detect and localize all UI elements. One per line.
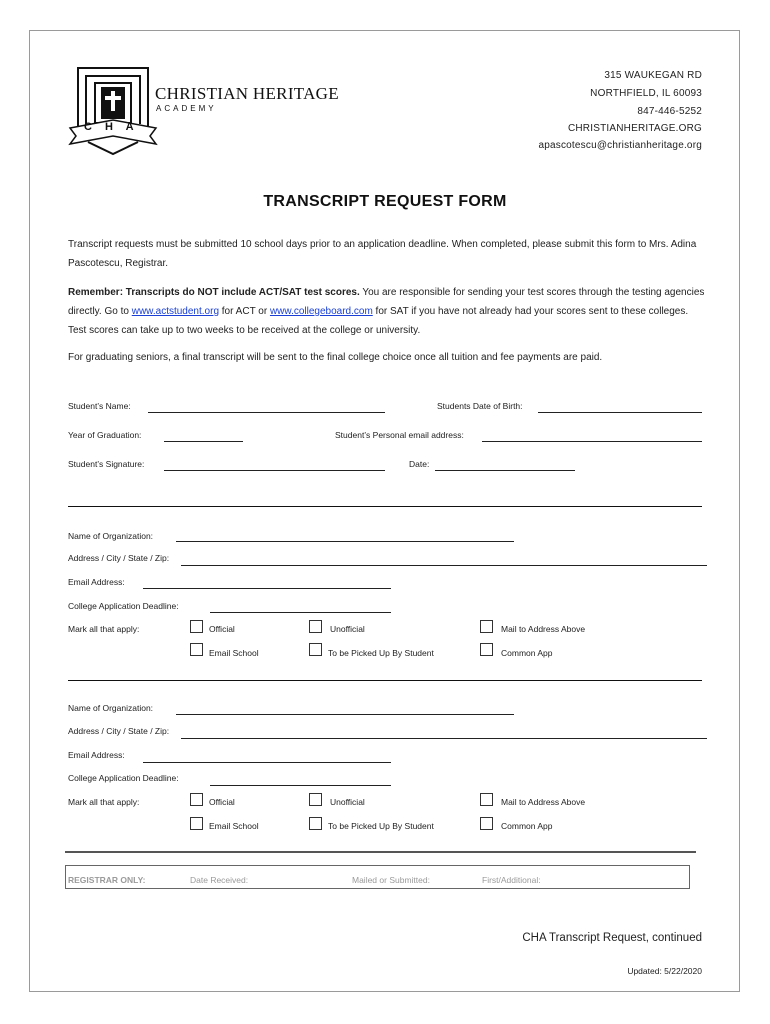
org2-common-app-checkbox[interactable] — [480, 817, 493, 830]
signature-field[interactable] — [164, 470, 385, 471]
form-title: TRANSCRIPT REQUEST FORM — [263, 193, 507, 210]
org1-official-checkbox[interactable] — [190, 620, 203, 633]
org2-official-checkbox[interactable] — [190, 793, 203, 806]
dob-label: Students Date of Birth: — [437, 401, 523, 411]
intro-text: for SAT if you have not already had your scores sent to these colleges. Test scores can take up to two weeks to be received at the college or university. — [68, 306, 689, 336]
address-city: NORTHFIELD, IL 60093 — [590, 88, 702, 99]
act-link[interactable]: www.actstudent.org — [131, 306, 219, 317]
org2-name-field[interactable] — [176, 714, 514, 715]
org1-address-label: Address / City / State / Zip: — [68, 553, 170, 563]
first-additional-label: First/Additional: — [482, 875, 541, 885]
mailed-submitted-label: Mailed or Submitted: — [352, 875, 430, 885]
org1-unofficial-checkbox[interactable] — [309, 620, 322, 633]
grad-year-label: Year of Graduation: — [68, 430, 142, 440]
student-name-label: Student’s Name: — [68, 401, 131, 411]
org2-email-school-checkbox[interactable] — [190, 817, 203, 830]
org2-pickup-label: To be Picked Up By Student — [328, 821, 434, 831]
grad-year-field[interactable] — [164, 441, 243, 442]
logo-letters: C H A — [84, 121, 139, 133]
continued-note: CHA Transcript Request, continued — [522, 932, 702, 944]
intro-paragraph-3: For graduating seniors, a final transcript will be sent to the final college choice once all tuition and fee payments are paid. — [68, 352, 603, 363]
org1-email-field[interactable] — [143, 588, 391, 589]
org2-address-field[interactable] — [181, 738, 707, 739]
org1-email-school-label: Email School — [209, 648, 259, 658]
address-phone: 847-446-5252 — [637, 106, 702, 117]
org2-mail-label: Mail to Address Above — [501, 797, 586, 807]
personal-email-field[interactable] — [482, 441, 702, 442]
school-subtitle: ACADEMY — [156, 104, 217, 113]
org1-deadline-field[interactable] — [210, 612, 391, 613]
address-email: apascotescu@christianheritage.org — [538, 140, 702, 151]
org1-email-school-checkbox[interactable] — [190, 643, 203, 656]
org2-name-label: Name of Organization: — [68, 703, 154, 713]
signature-label: Student’s Signature: — [68, 459, 145, 469]
date-received-label: Date Received: — [190, 875, 249, 885]
personal-email-label: Student’s Personal email address: — [335, 430, 464, 440]
student-name-field[interactable] — [148, 412, 385, 413]
cha-crest-logo — [68, 66, 158, 156]
org1-pickup-checkbox[interactable] — [309, 643, 322, 656]
address-website: CHRISTIANHERITAGE.ORG — [567, 123, 702, 134]
date-field[interactable] — [435, 470, 575, 471]
section-divider — [68, 506, 702, 507]
dob-field[interactable] — [538, 412, 702, 413]
org2-mark-label: Mark all that apply: — [68, 797, 140, 807]
org2-unofficial-label: Unofficial — [330, 797, 365, 807]
org2-deadline-field[interactable] — [210, 785, 391, 786]
test-scores-warning: Remember: Transcripts do NOT include ACT/SAT test scores. — [68, 287, 360, 298]
org2-email-field[interactable] — [143, 762, 391, 763]
updated-date: Updated: 5/22/2020 — [627, 966, 702, 976]
form-page — [29, 30, 740, 992]
org1-unofficial-label: Unofficial — [330, 624, 365, 634]
org2-address-label: Address / City / State / Zip: — [68, 726, 170, 736]
org1-name-label: Name of Organization: — [68, 531, 154, 541]
intro-text: for ACT or — [219, 306, 270, 317]
org2-unofficial-checkbox[interactable] — [309, 793, 322, 806]
school-name: CHRISTIAN HERITAGE — [155, 84, 339, 103]
org2-mail-checkbox[interactable] — [480, 793, 493, 806]
org1-common-app-label: Common App — [501, 648, 553, 658]
org1-email-label: Email Address: — [68, 577, 125, 587]
org1-common-app-checkbox[interactable] — [480, 643, 493, 656]
org1-official-label: Official — [209, 624, 235, 634]
org1-address-field[interactable] — [181, 565, 707, 566]
intro-paragraph-2 — [68, 283, 708, 340]
org2-pickup-checkbox[interactable] — [309, 817, 322, 830]
org1-mail-label: Mail to Address Above — [501, 624, 586, 634]
org1-name-field[interactable] — [176, 541, 514, 542]
collegeboard-link[interactable]: www.collegeboard.com — [269, 306, 373, 317]
org1-mail-checkbox[interactable] — [480, 620, 493, 633]
org2-email-label: Email Address: — [68, 750, 125, 760]
org1-deadline-label: College Application Deadline: — [68, 601, 179, 611]
section-divider — [68, 680, 702, 681]
org1-pickup-label: To be Picked Up By Student — [328, 648, 434, 658]
org2-official-label: Official — [209, 797, 235, 807]
org2-email-school-label: Email School — [209, 821, 259, 831]
intro-text: You are responsible for sending your test scores through the testing agencies directly. Go to — [68, 287, 705, 317]
registrar-only-label: REGISTRAR ONLY: — [68, 875, 146, 885]
intro-paragraph-1: Transcript requests must be submitted 10 school days prior to an application deadline. When completed, please submit this form to Mrs. Adina Pascotescu, Registrar. — [68, 239, 697, 269]
date-label: Date: — [409, 459, 430, 469]
address-street: 315 WAUKEGAN RD — [604, 70, 702, 81]
org1-mark-label: Mark all that apply: — [68, 624, 140, 634]
org2-deadline-label: College Application Deadline: — [68, 773, 179, 783]
org2-common-app-label: Common App — [501, 821, 553, 831]
registrar-divider — [65, 851, 696, 853]
